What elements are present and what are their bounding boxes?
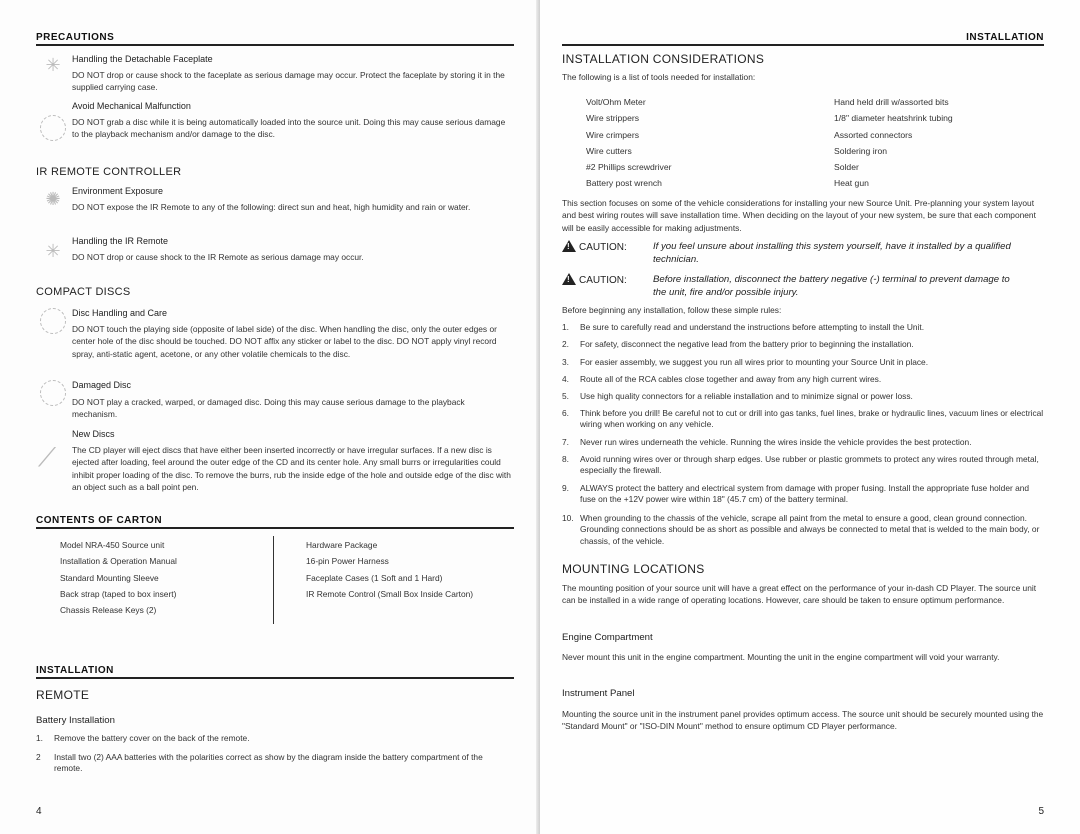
list-item: Chassis Release Keys (2) xyxy=(60,605,157,616)
section-intro: This section focuses on some of the vehicle considerations for installing your new Source Unit. Pre-planning your system layout and best wiring routes will save installation time. When deciding on the layout of your new system, be sure that each component will be easily accessible for making adjustments. xyxy=(562,198,1036,233)
panel-body: Mounting the source unit in the instrument panel provides optimum access. The source unit should be securely mounted using the "Standard Mount" or "ISO-DIN Mount" method to ensure optimum CD Player performance. xyxy=(562,709,1044,732)
list-item: Hand held drill w/assorted bits xyxy=(834,97,949,107)
burst-icon: ✳ xyxy=(45,241,61,261)
list-item: Assorted connectors xyxy=(834,129,913,140)
right-page xyxy=(540,0,1080,834)
pen-disc-icon: ⟋ xyxy=(37,442,57,472)
list-item: Heat gun xyxy=(834,178,869,189)
caution-1: !CAUTION: If you feel unsure about installing this system yourself, have it installed by a qualified technician. xyxy=(562,240,1044,266)
disc-icon xyxy=(40,380,66,406)
list-item: 6. Think before you drill! Be careful not to cut or drill into gas tanks, fuel lines, brake or hydraulic lines, vacuum lines or electrical wiring when working on any vehicle. xyxy=(562,408,1044,430)
mounting-intro: The mounting position of your source unit will have a great effect on the performance of your in-dash CD Player. The source unit can be installed in a wide range of operating locations. However, care should be taken to ensure optimum performance. xyxy=(562,583,1037,606)
header-installation: INSTALLATION xyxy=(36,665,114,676)
faceplate-title: Handling the Detachable Faceplate xyxy=(72,54,213,64)
disc-care-body: DO NOT touch the playing side (opposite of label side) of the disc. When handling the disc, only the outer edges or center hole of the disc should be touched. DO NOT affix any sticker or label to the disc. DO NOT apply vinyl record spray, anti-static agent, acetone, or any other volatile chemicals to the disc. xyxy=(72,324,497,359)
new-discs-body: The CD player will eject discs that have either been inserted incorrectly or have irregular surfaces. If a new disc is ejected after loading, feel around the outer edge of the CD and its center hole. Any small burrs or irregularities could inhibit proper loading of the disc. To remove the burrs, rub the inside edge of the hole and outside edge of the disc with an object such as a ball point pen. xyxy=(72,445,511,492)
list-item: #2 Phillips screwdriver xyxy=(586,162,672,173)
env-title: Environment Exposure xyxy=(72,186,164,196)
list-item: Wire cutters xyxy=(586,145,632,156)
column-divider xyxy=(273,536,274,624)
tools-list-2 xyxy=(834,94,1034,192)
warning-icon xyxy=(562,240,576,252)
malfunction-body: DO NOT grab a disc while it is being automatically loaded into the source unit. Doing this may cause serious damage to the playback mechanism and/or damage to the disc. xyxy=(72,117,506,140)
list-item: Battery post wrench xyxy=(586,178,662,189)
list-item: Installation & Operation Manual xyxy=(60,556,177,567)
faceplate-body: DO NOT drop or cause shock to the faceplate as serious damage may occur. Protect the faceplate by storing it in the supplied carrying case. xyxy=(72,70,505,93)
disc-icon xyxy=(40,115,66,141)
list-item: 2. For safety, disconnect the negative lead from the battery prior to beginning the installation. xyxy=(562,339,914,349)
damaged-body: DO NOT play a cracked, warped, or damaged disc. Doing this may cause serious damage to the playback mechanism. xyxy=(72,397,465,420)
list-item: Model NRA-450 Source unit xyxy=(60,540,165,550)
malfunction-title: Avoid Mechanical Malfunction xyxy=(72,101,191,111)
battery-title: Battery Installation xyxy=(36,715,115,726)
warning-icon xyxy=(562,273,576,285)
list-item: Back strap (taped to box insert) xyxy=(60,588,177,599)
list-item: 1. Remove the battery cover on the back of the remote. xyxy=(36,733,250,743)
list-item: 2 Install two (2) AAA batteries with the polarities correct as show by the diagram inside the battery compartment of the remote. xyxy=(36,752,483,774)
list-item: 8. Avoid running wires over or through sharp edges. Use rubber or plastic grommets to protect any wires routed through metal, especially the firewall. xyxy=(562,454,1039,476)
env-body: DO NOT expose the IR Remote to any of the following: direct sun and heat, high humidity and rain or water. xyxy=(72,202,471,212)
header-rule xyxy=(562,44,1044,46)
damaged-title: Damaged Disc xyxy=(72,380,132,390)
list-item: Wire crimpers xyxy=(586,129,639,140)
list-item: Solder xyxy=(834,162,859,173)
header-rule xyxy=(36,527,514,529)
compact-discs-heading: COMPACT DISCS xyxy=(36,286,131,298)
contents-list-1 xyxy=(60,537,270,618)
list-item: Standard Mounting Sleeve xyxy=(60,572,159,583)
list-item: Soldering iron xyxy=(834,145,888,156)
list-item: 3. For easier assembly, we suggest you run all wires prior to mounting your Source Unit in place. xyxy=(562,357,929,367)
burst-icon: ✳ xyxy=(45,55,61,75)
contents-list-2 xyxy=(306,537,520,602)
list-item: Hardware Package xyxy=(306,540,378,550)
list-item: 4. Route all of the RCA cables close together and away from any high current wires. xyxy=(562,374,882,384)
ir-handling-title: Handling the IR Remote xyxy=(72,236,169,246)
list-item: IR Remote Control (Small Box Inside Carton) xyxy=(306,588,474,599)
list-item: Volt/Ohm Meter xyxy=(586,97,646,107)
list-item: 7. Never run wires underneath the vehicle. Running the wires inside the vehicle provides the best protection. xyxy=(562,437,972,447)
panel-title: Instrument Panel xyxy=(562,688,635,699)
engine-title: Engine Compartment xyxy=(562,632,653,643)
disc-icon xyxy=(40,308,66,334)
considerations-heading: INSTALLATION CONSIDERATIONS xyxy=(562,52,765,66)
caution-2: !CAUTION: Before installation, disconnect the battery negative (-) terminal to prevent damage to the unit, fire and/or possible injury. xyxy=(562,273,1044,299)
tools-list-1 xyxy=(586,94,806,192)
header-rule xyxy=(36,677,514,679)
list-item: 9. ALWAYS protect the battery and electrical system from damage with proper fusing. Install the appropriate fuse holder and fuse on the +12V power wire within 18" (45.7 cm) of the battery terminal. xyxy=(562,483,1030,505)
list-item: 1/8" diameter heatshrink tubing xyxy=(834,113,953,124)
list-item: Faceplate Cases (1 Soft and 1 Hard) xyxy=(306,572,443,583)
page-number: 5 xyxy=(1038,806,1044,817)
disc-care-title: Disc Handling and Care xyxy=(72,308,168,318)
new-discs-title: New Discs xyxy=(72,429,115,439)
header-installation: INSTALLATION xyxy=(966,32,1044,43)
mounting-heading: MOUNTING LOCATIONS xyxy=(562,562,705,576)
list-item: 5. Use high quality connectors for a reliable installation and to minimize signal or power loss. xyxy=(562,391,913,401)
engine-body: Never mount this unit in the engine compartment. Mounting the unit in the engine compartment will void your warranty. xyxy=(562,652,1000,662)
page-number: 4 xyxy=(36,806,42,817)
ir-handling-body: DO NOT drop or cause shock to the IR Remote as serious damage may occur. xyxy=(72,252,364,262)
ir-remote-heading: IR REMOTE CONTROLLER xyxy=(36,166,182,178)
rules-intro: Before beginning any installation, follow these simple rules: xyxy=(562,305,782,315)
tools-intro: The following is a list of tools needed for installation: xyxy=(562,72,756,82)
header-precautions: PRECAUTIONS xyxy=(36,32,115,43)
remote-heading: REMOTE xyxy=(36,688,90,702)
list-item: Wire strippers xyxy=(586,113,640,124)
list-item: 10. When grounding to the chassis of the vehicle, scrape all paint from the metal to ensure a good, clean ground connection. Grounding connections should be as short as possible and always be connected to metal that is welded to the main body, or chassis, of the vehicle. xyxy=(562,513,1040,546)
header-contents: CONTENTS OF CARTON xyxy=(36,515,163,526)
header-rule xyxy=(36,44,514,46)
sun-icon: ✺ xyxy=(45,189,61,209)
list-item: 1. Be sure to carefully read and understand the instructions before attempting to install the Unit. xyxy=(562,322,925,332)
list-item: 16-pin Power Harness xyxy=(306,556,389,567)
